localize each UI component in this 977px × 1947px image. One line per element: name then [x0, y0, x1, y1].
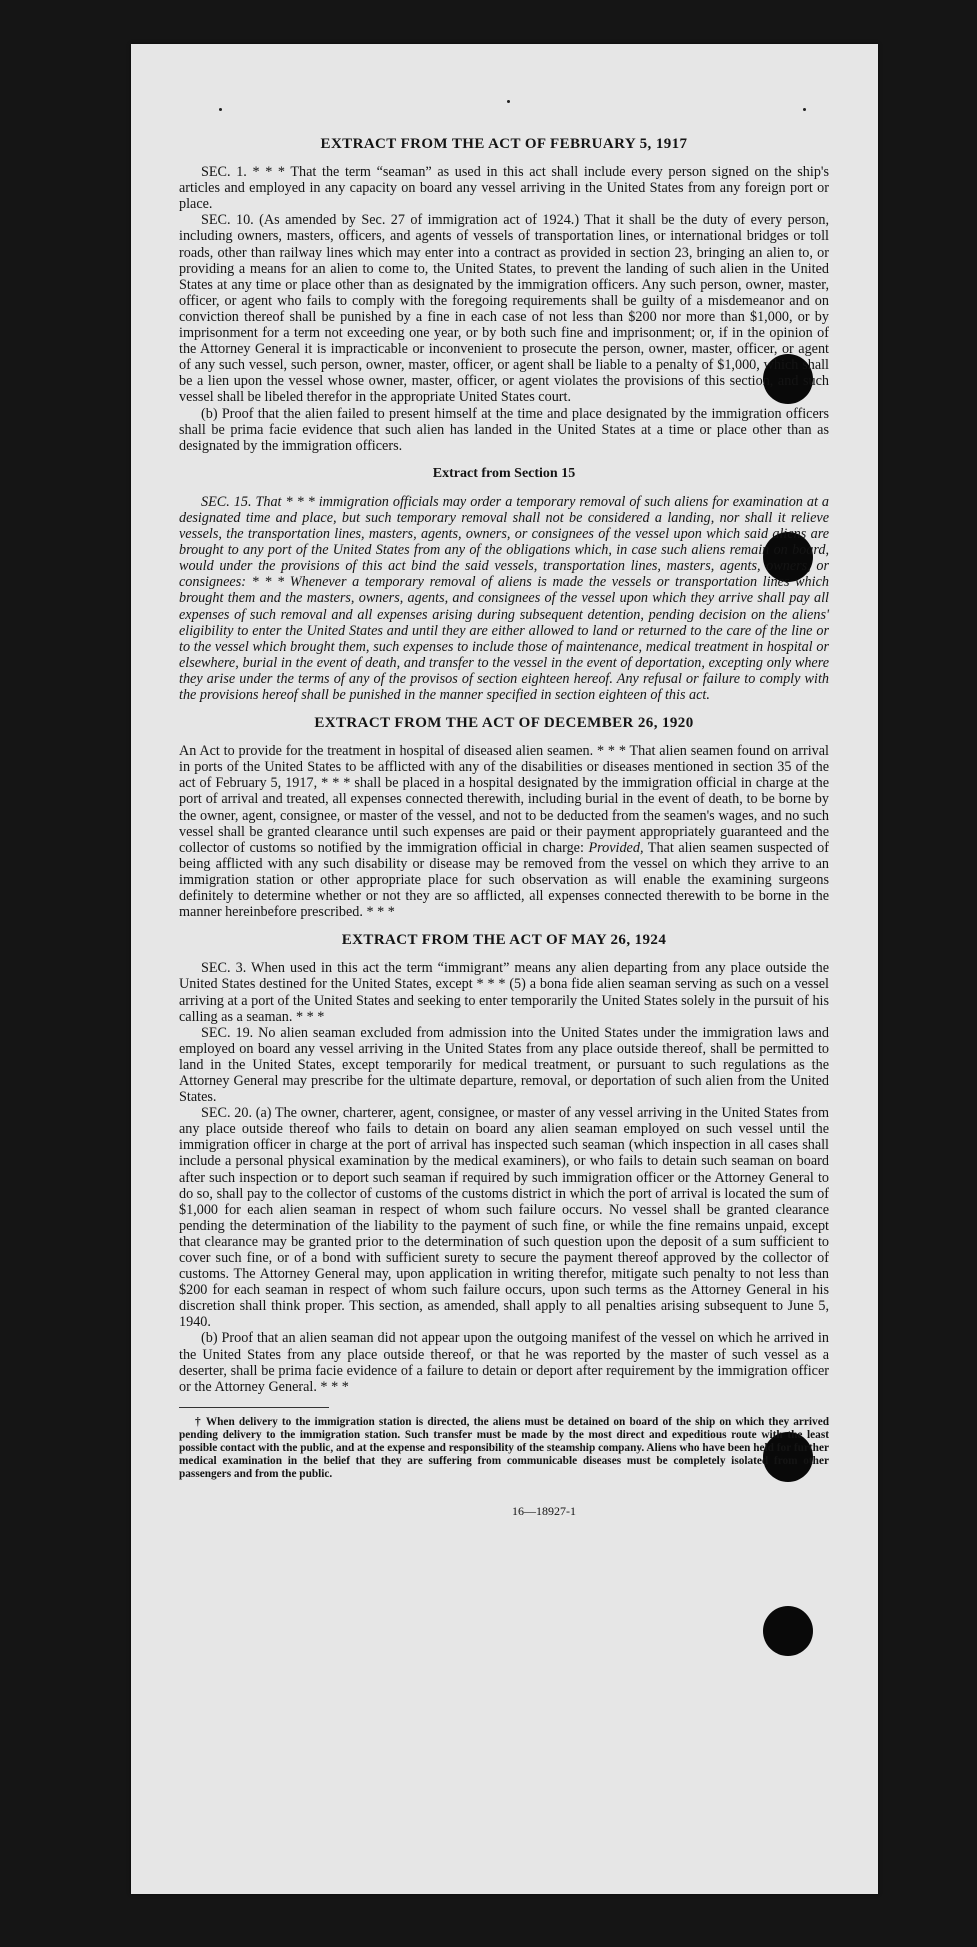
specks	[219, 108, 222, 111]
footnote: † When delivery to the immigration station is directed, the aliens must be detained on board of the ship on which they arrived pending delivery to the immigration station. Such transfer must be made by the most direct and expeditious route with the least possible contact with the public, and at the expense and responsibility of the steamship company. Aliens who have been held for further medical examination in the belief that they are suffering from communicable diseases must be completely isolated from other passengers and from the public.	[179, 1415, 829, 1480]
paragraph: SEC. 20. (a) The owner, charterer, agent, consignee, or master of any vessel arriving in the United States from any place outside thereof who fails to detain on board any alien seaman employed on such vessel until the immigration officer in charge at the port of arrival has inspected such seaman (which inspection in all cases shall include a personal physical examination by the medical examiners), or who fails to detain such seaman on board after such inspection or to deport such seaman if required by such immigration officer or the Attorney General to do so, shall pay to the collector of customs of the customs district in which the port of arrival is located the sum of $1,000 for each alien seaman in respect of whom such failure occurs. No vessel shall be granted clearance pending the determination of the liability to the payment of such fine, or while the fine remains unpaid, except that clearance may be granted prior to the determination of such question upon the deposit of a sum sufficient to cover such fine, or of a bond with sufficient surety to secure the payment thereof approved by the collector of customs. The Attorney General may, upon application in writing therefor, mitigate such penalty to not less than $200 for each seaman in respect of whom such failure occurs, upon such terms as the Attorney General in his discretion shall think proper. This section, as amended, shall apply to all penalties arising subsequent to June 5, 1940.	[179, 1105, 829, 1331]
section-heading: Extract from Section 15	[432, 465, 576, 481]
proviso-label: Provided,	[588, 839, 644, 856]
paragraph-text: An Act to provide for the treatment in hospital of diseased alien seamen. * * * That alien seamen found on arrival in ports of the United States to be afflicted with any of the disabilities or diseases mentioned in section 35 of the act of February 5, 1917, * * * shall be placed in a hospital designated by the immigration official in charge at the port of arrival and treated, all expenses connected therewith, including burial in the event of death, to be borne by the owner, agent, consignee, or master of the vessel, and not to be deducted from the seamen's wages, and no such vessel shall be granted clearance until such expenses are paid or their payment appropriately guaranteed and the collector of customs so notified by the immigration official in charge:	[179, 743, 829, 856]
specks	[803, 108, 806, 111]
paragraph-text: That alien seamen suspected of being afflicted with any such disability or disease may be removed from the vessel on which they arrive to an immigration station or other appropriate place for such observation as will enable the examining surgeons definitely to determine whether or not they are so afflicted, all expenses connected therewith to be borne in the manner hereinbefore prescribed. * * *	[179, 839, 830, 921]
section-15-extract	[179, 466, 829, 703]
paragraph: SEC. 15. That * * * immigration officials may order a temporary removal of such aliens for examination at a designated time and place, but such temporary removal shall not be considered a landing, nor shall it relieve vessels, the transportation lines, masters, agents, owners, or consignees of the vessel upon which said aliens are brought to any port of the United States from any of the obligations which, in case such aliens remain on board, would under the provisions of this act bind the said vessels, transportation lines, masters, agents, owners, or consignees: * * * Whenever a temporary removal of aliens is made the vessels or transportation lines which brought them and the masters, owners, agents, and consignees of the vessel upon which they arrive shall pay all expenses of such removal and all expenses arising during subsequent detention, pending decision on the aliens' eligibility to enter the United States and until they are either allowed to land or returned to the care of the line or to the vessel which brought them, such expenses to include those of maintenance, medical treatment in hospital or elsewhere, burial in the event of death, and transfer to the vessel in the event of deportation, excepting only where they arise under the terms of any of the provisos of section eighteen hereof. Any refusal or failure to comply with the provisions hereof shall be punished in the manner specified in section eighteen of this act.	[179, 493, 829, 703]
specks	[507, 100, 510, 103]
paragraph: SEC. 1. * * * That the term “seaman” as used in this act shall include every person signed on the ship's articles and employed in any capacity on board any vessel arriving in the United States from any foreign port or place.	[179, 164, 829, 213]
paragraph: (b) Proof that an alien seaman did not appear upon the outgoing manifest of the vessel on which he arrived in the United States from any place outside thereof, or that he was reported by the master of such vessel as a deserter, shall be prima facie evidence of a failure to detain or deport after requirement by the immigration officer or the Attorney General. * * *	[179, 1330, 829, 1395]
section-feb-1917	[179, 136, 829, 454]
section-heading: EXTRACT FROM THE ACT OF MAY 26, 1924	[341, 932, 667, 949]
section-may-1924	[179, 932, 829, 1395]
document-page	[131, 44, 878, 1894]
paragraph: SEC. 19. No alien seaman excluded from admission into the United States under the immigration laws and employed on board any vessel arriving in the United States from any place outside thereof, shall be permitted to land in the United States, except temporarily for medical treatment, or pursuant to such regulations as the Attorney General may prescribe for the ultimate departure, removal, or deportation of such alien from the United States.	[179, 1024, 829, 1106]
section-heading: EXTRACT FROM THE ACT OF FEBRUARY 5, 1917	[320, 136, 688, 152]
document-body	[179, 136, 829, 1519]
section-dec-1920	[179, 715, 829, 920]
punch-hole	[763, 1606, 813, 1656]
document-number: 16—18927-1	[512, 1503, 576, 1518]
paragraph	[179, 743, 829, 920]
section-heading: EXTRACT FROM THE ACT OF DECEMBER 26, 1920	[314, 715, 694, 732]
paragraph: SEC. 3. When used in this act the term “immigrant” means any alien departing from any place outside the United States destined for the United States, except * * * (5) a bona fide alien seaman serving as such on a vessel arriving at a port of the United States and seeking to enter temporarily the United States solely in the pursuit of his calling as a seaman. * * *	[179, 960, 829, 1025]
paragraph: SEC. 10. (As amended by Sec. 27 of immigration act of 1924.) That it shall be the duty of every person, including owners, masters, officers, and agents of vessels of transportation lines, or international bridges or toll roads, other than railway lines which may enter into a contract as provided in section 23, bringing an alien to, or providing a means for an alien to come to, the United States, to prevent the landing of such alien in the United States at any time or place other than as designated by the immigration officers. Any such person, owner, master, officer, or agent who fails to comply with the foregoing requirements shall be guilty of a misdemeanor and on conviction thereof shall be punished by a fine in each case of not less than $200 nor more than $1,000, or by imprisonment for a term not exceeding one year, or by both such fine and imprisonment; or, if in the opinion of the Attorney General it is impracticable or inconvenient to prosecute the person, owner, master, officer, or agent of any such vessel, such person, owner, master, officer, or agent shall be liable to a penalty of $1,000, which shall be a lien upon the vessel whose owner, master, officer, or agent violates the provisions of this section, and such vessel shall be libeled therefor in the appropriate United States court.	[179, 212, 829, 406]
footnote-divider	[179, 1407, 329, 1408]
paragraph: (b) Proof that the alien failed to present himself at the time and place designated by the immigration officers shall be prima facie evidence that such alien has landed in the United States at a time or place other than as designated by the immigration officers.	[179, 405, 829, 454]
